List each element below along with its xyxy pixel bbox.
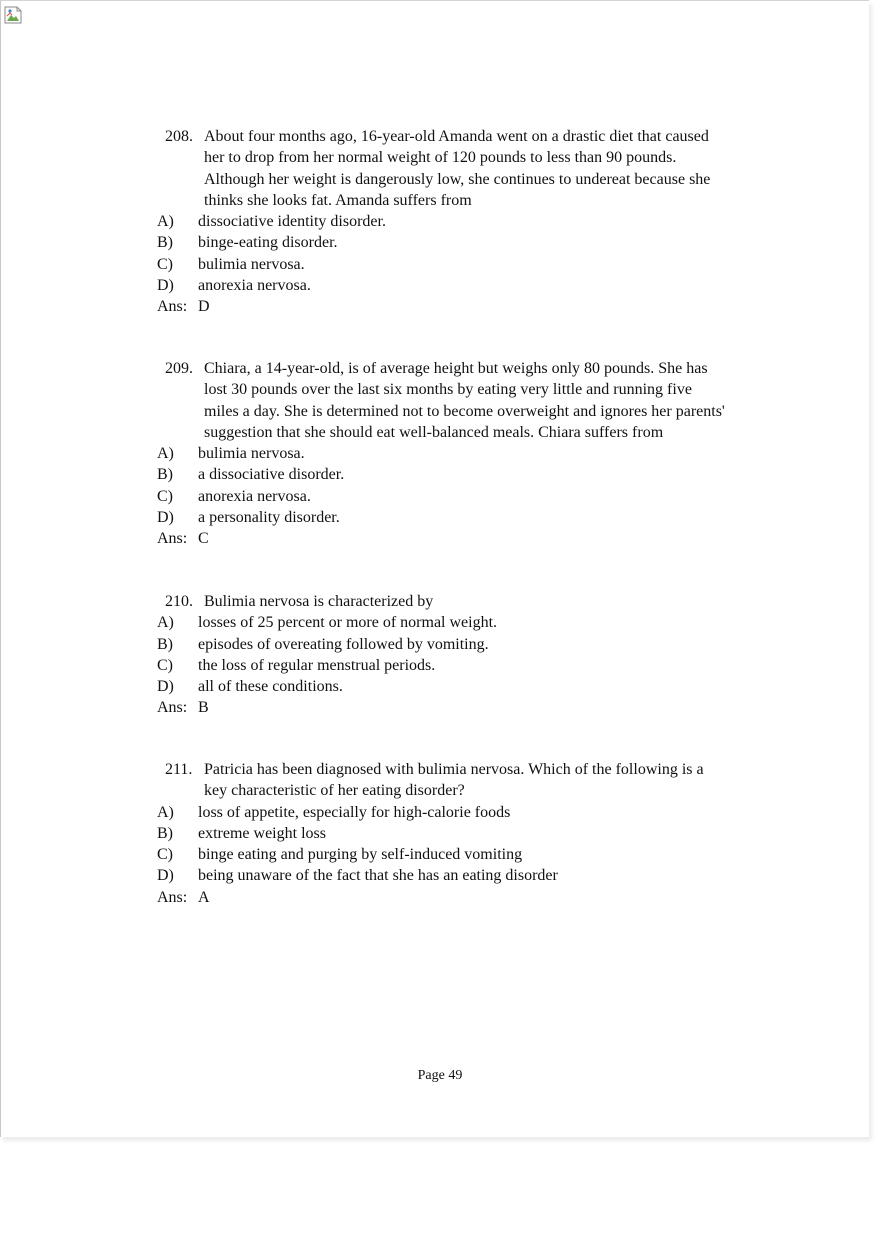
choice-b — [1, 232, 869, 253]
answer-line — [1, 528, 869, 549]
choice-letter: A) — [157, 445, 174, 463]
choice-letter: B) — [157, 635, 173, 653]
choice-text: the loss of regular menstrual periods. — [198, 656, 436, 674]
answer-value: B — [198, 699, 209, 717]
choice-text: all of these conditions. — [198, 678, 343, 696]
question-211 — [1, 759, 869, 908]
choice-c — [1, 254, 869, 275]
choice-a — [1, 211, 869, 232]
choice-letter: A) — [157, 213, 174, 231]
stem-line: miles a day. She is determined not to become overweight and ignores her parents' — [204, 402, 725, 420]
answer-label: Ans: — [157, 888, 188, 906]
choice-letter: C) — [157, 656, 173, 674]
stem-line: About four months ago, 16-year-old Amanda went on a drastic diet that caused — [204, 128, 709, 145]
answer-label: Ans: — [157, 530, 188, 548]
choice-letter: D) — [157, 509, 174, 527]
choice-text: losses of 25 percent or more of normal weight. — [198, 614, 498, 632]
choice-letter: A) — [157, 614, 174, 632]
choice-text: being unaware of the fact that she has an eating disorder — [198, 867, 558, 885]
choice-letter: B) — [157, 234, 173, 252]
question-210 — [1, 591, 869, 719]
answer-line — [1, 296, 869, 317]
choice-letter: D) — [157, 277, 174, 295]
stem-line: Patricia has been diagnosed with bulimia nervosa. Which of the following is a — [204, 761, 704, 778]
stem-line: thinks she looks fat. Amanda suffers from — [204, 191, 472, 209]
question-stem — [1, 358, 784, 443]
choice-letter: C) — [157, 846, 173, 864]
question-209 — [1, 358, 869, 550]
answer-line — [1, 887, 869, 908]
choice-text: a dissociative disorder. — [198, 466, 345, 484]
broken-image-icon — [4, 5, 24, 25]
choice-text: binge eating and purging by self-induced vomiting — [198, 846, 523, 864]
choice-letter: D) — [157, 867, 174, 885]
choice-a — [1, 612, 869, 633]
choice-text: episodes of overeating followed by vomiting. — [198, 635, 489, 653]
answer-line — [1, 697, 869, 718]
answer-value: D — [198, 298, 210, 316]
stem-line: lost 30 pounds over the last six months by eating very little and running five — [204, 381, 692, 399]
choice-c — [1, 655, 869, 676]
stem-line: suggestion that she should eat well-balanced meals. Chiara suffers from — [204, 423, 664, 441]
choice-d — [1, 275, 869, 296]
choice-text: dissociative identity disorder. — [198, 213, 386, 231]
question-number: 211. — [165, 761, 193, 778]
choice-a — [1, 443, 869, 464]
page-number: Page 49 — [417, 1068, 463, 1083]
stem-line: Although her weight is dangerously low, she continues to undereat because she — [204, 170, 711, 188]
question-208 — [1, 126, 869, 318]
choice-c — [1, 844, 869, 865]
stem-line: key characteristic of her eating disorder? — [204, 782, 465, 800]
choice-letter: C) — [157, 255, 173, 273]
answer-label: Ans: — [157, 298, 188, 316]
answer-value: A — [198, 888, 210, 906]
choice-letter: B) — [157, 824, 173, 842]
choice-text: anorexia nervosa. — [198, 487, 311, 505]
choice-b — [1, 464, 869, 485]
question-stem — [1, 126, 784, 211]
choice-d — [1, 676, 869, 697]
choice-b — [1, 823, 869, 844]
question-number: 208. — [165, 128, 193, 145]
answer-value: C — [198, 530, 209, 548]
choice-c — [1, 486, 869, 507]
choice-text: loss of appetite, especially for high-calorie foods — [198, 803, 511, 821]
choice-d — [1, 865, 869, 886]
choice-text: bulimia nervosa. — [198, 445, 305, 463]
choice-b — [1, 634, 869, 655]
stem-line: Bulimia nervosa is characterized by — [204, 593, 434, 610]
choice-letter: D) — [157, 678, 174, 696]
choice-a — [1, 802, 869, 823]
choice-text: extreme weight loss — [198, 824, 326, 842]
question-number: 209. — [165, 360, 193, 377]
choice-d — [1, 507, 869, 528]
question-number: 210. — [165, 593, 193, 610]
stem-line: her to drop from her normal weight of 120 pounds to less than 90 pounds. — [204, 149, 677, 167]
question-stem — [1, 759, 784, 802]
answer-label: Ans: — [157, 699, 188, 717]
question-stem — [1, 591, 784, 612]
choice-text: anorexia nervosa. — [198, 277, 311, 295]
choice-letter: C) — [157, 487, 173, 505]
choice-letter: A) — [157, 803, 174, 821]
choice-text: binge-eating disorder. — [198, 234, 338, 252]
choice-text: a personality disorder. — [198, 509, 340, 527]
stem-line: Chiara, a 14-year-old, is of average height but weighs only 80 pounds. She has — [204, 360, 708, 377]
choice-text: bulimia nervosa. — [198, 255, 305, 273]
choice-letter: B) — [157, 466, 173, 484]
